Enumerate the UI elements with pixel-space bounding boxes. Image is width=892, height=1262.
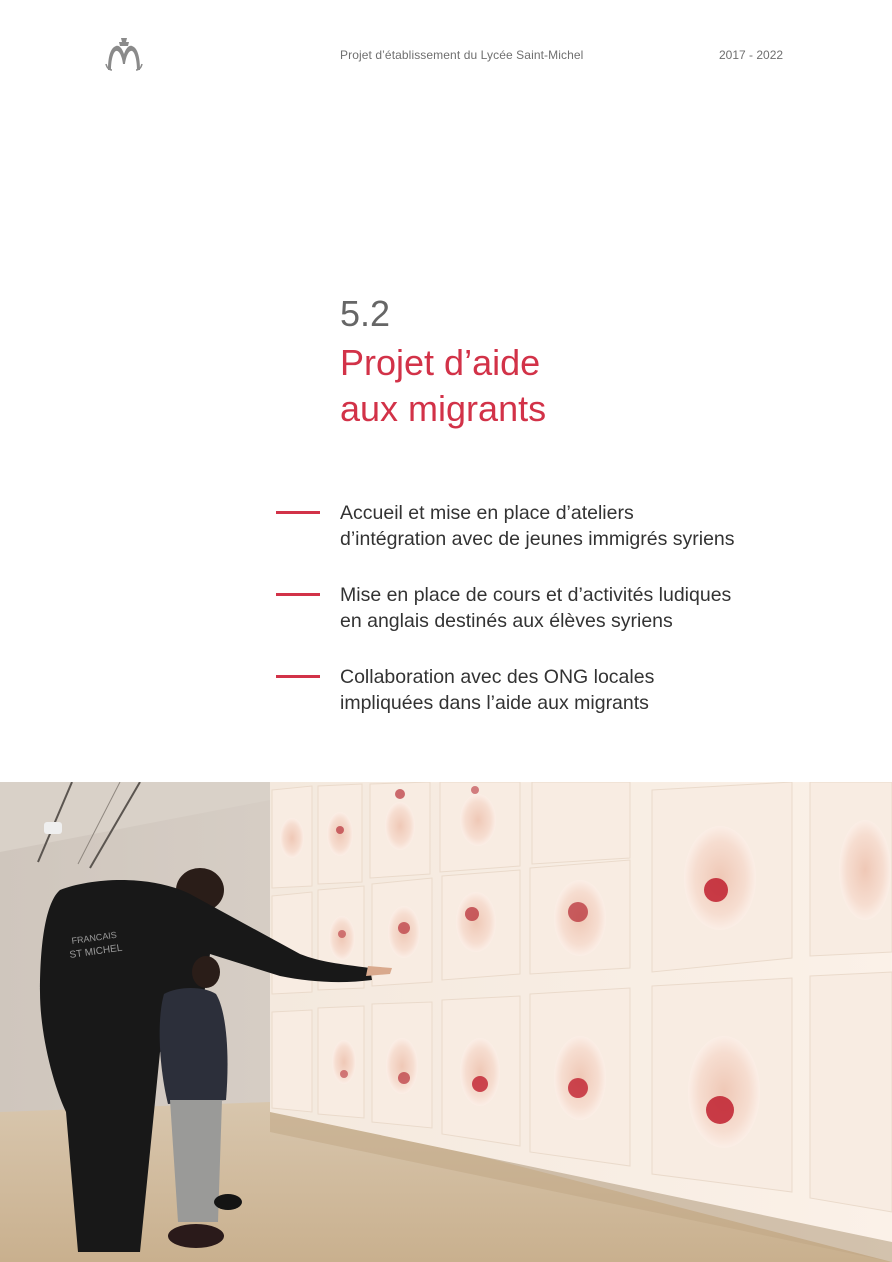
sweatshirt-text-line2: ST MICHEL — [68, 942, 124, 961]
bullet-text — [340, 664, 820, 716]
gallery-photo — [0, 782, 892, 1262]
bullet-line: en anglais destinés aux élèves syriens — [340, 610, 673, 632]
bullet-text — [340, 582, 820, 634]
school-logo-icon — [104, 34, 144, 72]
section-title-line2: aux migrants — [340, 388, 547, 429]
bullet-text — [340, 500, 820, 552]
bullet-line: Mise en place de cours et d’activités ludiques — [340, 584, 732, 606]
bullet-dash — [276, 511, 320, 514]
bullet-line: d’intégration avec de jeunes immigrés syriens — [340, 528, 735, 550]
document-header-years: 2017 - 2022 — [719, 48, 784, 62]
bullet-dash — [276, 675, 320, 678]
sweatshirt-text-line1: FRANCAIS — [70, 929, 118, 946]
section-title-line1: Projet d’aide — [340, 342, 541, 383]
bullet-line: impliquées dans l’aide aux migrants — [340, 692, 649, 714]
document-header-title: Projet d’établissement du Lycée Saint-Michel — [340, 48, 584, 62]
section-number: 5.2 — [340, 293, 391, 334]
bullet-line: Accueil et mise en place d’ateliers — [340, 502, 634, 524]
bullet-line: Collaboration avec des ONG locales — [340, 666, 655, 688]
bullet-dash — [276, 593, 320, 596]
section-title — [340, 340, 740, 432]
